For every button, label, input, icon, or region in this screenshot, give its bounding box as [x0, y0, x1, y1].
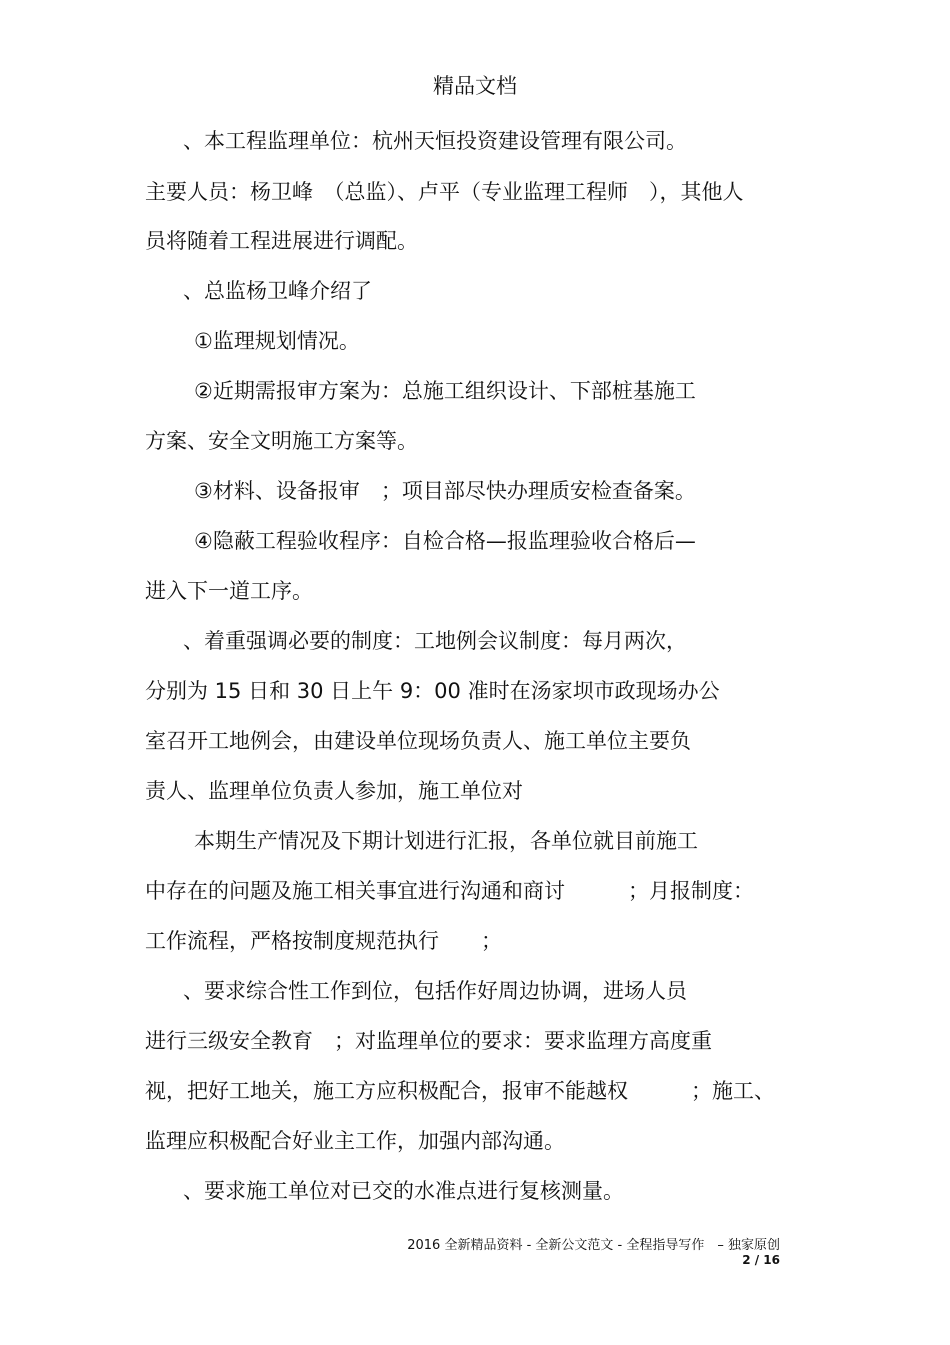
text-line: 进行三级安全教育 ；对监理单位的要求：要求监理方高度重	[145, 1029, 712, 1053]
text-line: 、着重强调必要的制度：工地例会议制度：每月两次，	[183, 629, 687, 653]
text-line: 监理应积极配合好业主工作，加强内部沟通。	[145, 1129, 565, 1153]
text-line: 本期生产情况及下期计划进行汇报，各单位就目前施工	[194, 829, 698, 853]
page-number: 2 / 16	[742, 1253, 780, 1267]
text-line: 、要求施工单位对已交的水准点进行复核测量。	[183, 1179, 624, 1203]
footer-text: 2016 全新精品资料 - 全新公文范文 - 全程指导写作 – 独家原创	[407, 1238, 780, 1253]
text-line: 、本工程监理单位：杭州天恒投资建设管理有限公司。	[183, 129, 687, 153]
text-line: 员将随着工程进展进行调配。	[145, 229, 418, 253]
text-line: 、要求综合性工作到位，包括作好周边协调，进场人员	[183, 979, 687, 1003]
text-line: ④隐蔽工程验收程序：自检合格—报监理验收合格后—	[194, 529, 696, 553]
text-line: 分别为 15 日和 30 日上午 9：00 准时在汤家坝市政现场办公	[145, 679, 720, 703]
text-line: 主要人员：杨卫峰 （总监）、卢平（专业监理工程师 ），其他人	[145, 180, 744, 204]
text-line: ①监理规划情况。	[194, 329, 360, 353]
text-line: 责人、监理单位负责人参加，施工单位对	[145, 779, 523, 803]
text-line: 、总监杨卫峰介绍了	[183, 279, 372, 303]
text-line: 进入下一道工序。	[145, 579, 313, 603]
text-line: 视，把好工地关，施工方应积极配合，报审不能越权 ；施工、	[145, 1079, 775, 1103]
text-line: 中存在的问题及施工相关事宜进行沟通和商讨 ；月报制度：	[145, 879, 754, 903]
text-line: ③材料、设备报审 ；项目部尽快办理质安检查备案。	[194, 479, 696, 503]
text-line: 工作流程，严格按制度规范执行 ；	[145, 929, 502, 953]
text-line: 室召开工地例会，由建设单位现场负责人、施工单位主要负	[145, 729, 691, 753]
text-line: 方案、安全文明施工方案等。	[145, 429, 418, 453]
page-header: 精品文档	[433, 74, 517, 98]
text-line: ②近期需报审方案为：总施工组织设计、下部桩基施工	[194, 379, 696, 403]
